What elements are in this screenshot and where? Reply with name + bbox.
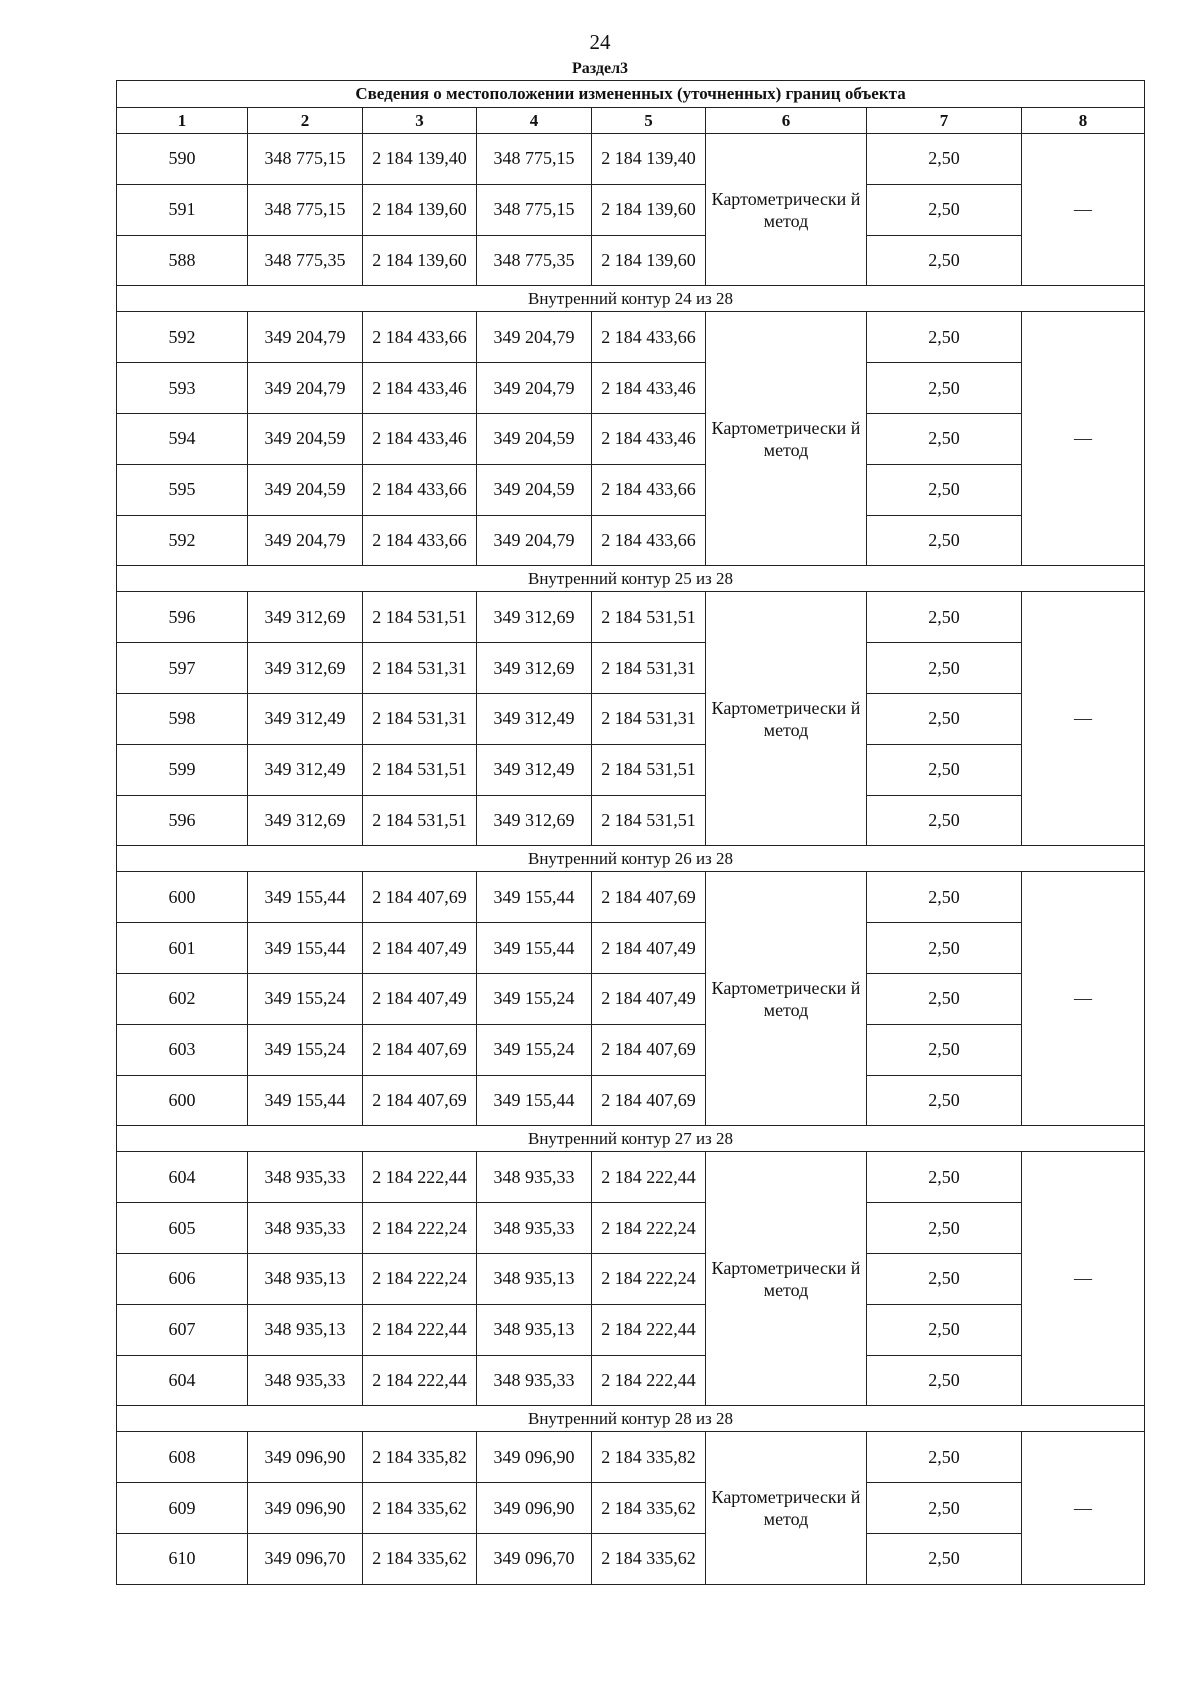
y-new-cell: 2 184 222,44 bbox=[592, 1304, 706, 1355]
contour-row bbox=[117, 846, 1145, 872]
y-old-cell: 2 184 531,31 bbox=[363, 693, 477, 744]
y-old-cell: 2 184 222,44 bbox=[363, 1355, 477, 1406]
y-old-cell: 2 184 222,44 bbox=[363, 1152, 477, 1203]
contour-row bbox=[117, 1406, 1145, 1432]
method-cell: Картометрически й метод bbox=[706, 1432, 867, 1584]
y-new-cell: 2 184 407,69 bbox=[592, 872, 706, 923]
y-new-cell: 2 184 139,60 bbox=[592, 184, 706, 235]
table-row bbox=[117, 1024, 1145, 1075]
precision-cell: 2,50 bbox=[867, 413, 1022, 464]
x-old-cell: 348 935,13 bbox=[248, 1304, 363, 1355]
precision-cell: 2,50 bbox=[867, 872, 1022, 923]
x-new-cell: 349 096,90 bbox=[477, 1483, 592, 1534]
x-new-cell: 348 935,33 bbox=[477, 1355, 592, 1406]
y-new-cell: 2 184 531,31 bbox=[592, 643, 706, 694]
x-new-cell: 349 155,44 bbox=[477, 923, 592, 974]
x-new-cell: 349 204,59 bbox=[477, 464, 592, 515]
x-old-cell: 349 312,49 bbox=[248, 744, 363, 795]
contour-row bbox=[117, 566, 1145, 592]
table-row bbox=[117, 973, 1145, 1024]
precision-cell: 2,50 bbox=[867, 1432, 1022, 1483]
table-row bbox=[117, 1253, 1145, 1304]
x-new-cell: 348 935,13 bbox=[477, 1304, 592, 1355]
column-number: 8 bbox=[1022, 108, 1145, 134]
table-row bbox=[117, 235, 1145, 286]
y-new-cell: 2 184 433,46 bbox=[592, 413, 706, 464]
x-old-cell: 348 935,33 bbox=[248, 1355, 363, 1406]
contour-label: Внутренний контур 25 из 28 bbox=[117, 566, 1145, 592]
x-new-cell: 349 312,69 bbox=[477, 795, 592, 846]
dash-cell: — bbox=[1022, 592, 1145, 846]
point-number-cell: 595 bbox=[117, 464, 248, 515]
contour-label: Внутренний контур 26 из 28 bbox=[117, 846, 1145, 872]
table-row bbox=[117, 1483, 1145, 1534]
method-cell: Картометрически й метод bbox=[706, 134, 867, 286]
y-old-cell: 2 184 407,69 bbox=[363, 1024, 477, 1075]
x-new-cell: 349 155,24 bbox=[477, 1024, 592, 1075]
y-new-cell: 2 184 407,69 bbox=[592, 1024, 706, 1075]
method-cell: Картометрически й метод bbox=[706, 1152, 867, 1406]
x-old-cell: 349 312,69 bbox=[248, 592, 363, 643]
table-row bbox=[117, 693, 1145, 744]
column-number: 5 bbox=[592, 108, 706, 134]
y-new-cell: 2 184 335,62 bbox=[592, 1533, 706, 1584]
table-row bbox=[117, 1203, 1145, 1254]
y-old-cell: 2 184 433,66 bbox=[363, 312, 477, 363]
x-new-cell: 349 204,79 bbox=[477, 515, 592, 566]
x-old-cell: 349 204,79 bbox=[248, 515, 363, 566]
precision-cell: 2,50 bbox=[867, 693, 1022, 744]
y-old-cell: 2 184 531,31 bbox=[363, 643, 477, 694]
precision-cell: 2,50 bbox=[867, 1253, 1022, 1304]
point-number-cell: 588 bbox=[117, 235, 248, 286]
y-old-cell: 2 184 222,24 bbox=[363, 1253, 477, 1304]
point-number-cell: 607 bbox=[117, 1304, 248, 1355]
point-number-cell: 592 bbox=[117, 312, 248, 363]
contour-label: Внутренний контур 27 из 28 bbox=[117, 1126, 1145, 1152]
y-new-cell: 2 184 433,66 bbox=[592, 464, 706, 515]
y-old-cell: 2 184 222,44 bbox=[363, 1304, 477, 1355]
x-old-cell: 349 312,69 bbox=[248, 795, 363, 846]
precision-cell: 2,50 bbox=[867, 1075, 1022, 1126]
y-old-cell: 2 184 433,66 bbox=[363, 464, 477, 515]
precision-cell: 2,50 bbox=[867, 363, 1022, 414]
precision-cell: 2,50 bbox=[867, 795, 1022, 846]
precision-cell: 2,50 bbox=[867, 1152, 1022, 1203]
precision-cell: 2,50 bbox=[867, 1024, 1022, 1075]
y-new-cell: 2 184 222,24 bbox=[592, 1253, 706, 1304]
x-new-cell: 349 204,79 bbox=[477, 363, 592, 414]
point-number-cell: 590 bbox=[117, 134, 248, 185]
x-old-cell: 348 775,35 bbox=[248, 235, 363, 286]
point-number-cell: 609 bbox=[117, 1483, 248, 1534]
y-new-cell: 2 184 335,62 bbox=[592, 1483, 706, 1534]
contour-row bbox=[117, 1126, 1145, 1152]
y-new-cell: 2 184 139,40 bbox=[592, 134, 706, 185]
x-new-cell: 348 775,15 bbox=[477, 134, 592, 185]
table-row bbox=[117, 515, 1145, 566]
point-number-cell: 600 bbox=[117, 872, 248, 923]
x-new-cell: 349 312,49 bbox=[477, 693, 592, 744]
point-number-cell: 600 bbox=[117, 1075, 248, 1126]
x-new-cell: 348 935,33 bbox=[477, 1203, 592, 1254]
point-number-cell: 610 bbox=[117, 1533, 248, 1584]
y-old-cell: 2 184 531,51 bbox=[363, 744, 477, 795]
x-new-cell: 348 775,35 bbox=[477, 235, 592, 286]
point-number-cell: 598 bbox=[117, 693, 248, 744]
column-number: 6 bbox=[706, 108, 867, 134]
dash-cell: — bbox=[1022, 312, 1145, 566]
precision-cell: 2,50 bbox=[867, 312, 1022, 363]
x-old-cell: 349 155,44 bbox=[248, 1075, 363, 1126]
table-row bbox=[117, 1432, 1145, 1483]
point-number-cell: 596 bbox=[117, 592, 248, 643]
y-new-cell: 2 184 335,82 bbox=[592, 1432, 706, 1483]
x-old-cell: 349 204,59 bbox=[248, 413, 363, 464]
precision-cell: 2,50 bbox=[867, 973, 1022, 1024]
precision-cell: 2,50 bbox=[867, 464, 1022, 515]
table-row bbox=[117, 923, 1145, 974]
table-row bbox=[117, 464, 1145, 515]
table-row bbox=[117, 1152, 1145, 1203]
precision-cell: 2,50 bbox=[867, 643, 1022, 694]
table-row bbox=[117, 592, 1145, 643]
x-new-cell: 349 204,59 bbox=[477, 413, 592, 464]
y-new-cell: 2 184 222,44 bbox=[592, 1355, 706, 1406]
x-new-cell: 349 096,70 bbox=[477, 1533, 592, 1584]
y-new-cell: 2 184 531,51 bbox=[592, 744, 706, 795]
x-old-cell: 348 775,15 bbox=[248, 184, 363, 235]
precision-cell: 2,50 bbox=[867, 1355, 1022, 1406]
contour-row bbox=[117, 286, 1145, 312]
y-old-cell: 2 184 139,60 bbox=[363, 235, 477, 286]
table-row bbox=[117, 363, 1145, 414]
y-new-cell: 2 184 433,46 bbox=[592, 363, 706, 414]
precision-cell: 2,50 bbox=[867, 235, 1022, 286]
y-new-cell: 2 184 531,51 bbox=[592, 795, 706, 846]
y-new-cell: 2 184 407,49 bbox=[592, 923, 706, 974]
table-row bbox=[117, 312, 1145, 363]
point-number-cell: 594 bbox=[117, 413, 248, 464]
table-row bbox=[117, 643, 1145, 694]
precision-cell: 2,50 bbox=[867, 592, 1022, 643]
table-row bbox=[117, 1533, 1145, 1584]
table-row bbox=[117, 1075, 1145, 1126]
y-old-cell: 2 184 433,66 bbox=[363, 515, 477, 566]
table-row bbox=[117, 1304, 1145, 1355]
y-old-cell: 2 184 407,69 bbox=[363, 872, 477, 923]
point-number-cell: 606 bbox=[117, 1253, 248, 1304]
column-number: 1 bbox=[117, 108, 248, 134]
dash-cell: — bbox=[1022, 1432, 1145, 1584]
x-old-cell: 349 204,79 bbox=[248, 312, 363, 363]
y-old-cell: 2 184 433,46 bbox=[363, 363, 477, 414]
y-new-cell: 2 184 531,31 bbox=[592, 693, 706, 744]
point-number-cell: 601 bbox=[117, 923, 248, 974]
precision-cell: 2,50 bbox=[867, 1203, 1022, 1254]
y-new-cell: 2 184 139,60 bbox=[592, 235, 706, 286]
y-old-cell: 2 184 222,24 bbox=[363, 1203, 477, 1254]
y-new-cell: 2 184 222,44 bbox=[592, 1152, 706, 1203]
point-number-cell: 604 bbox=[117, 1152, 248, 1203]
x-new-cell: 349 096,90 bbox=[477, 1432, 592, 1483]
x-old-cell: 349 096,90 bbox=[248, 1432, 363, 1483]
x-old-cell: 349 312,69 bbox=[248, 643, 363, 694]
table-row bbox=[117, 744, 1145, 795]
contour-label: Внутренний контур 28 из 28 bbox=[117, 1406, 1145, 1432]
x-new-cell: 348 935,13 bbox=[477, 1253, 592, 1304]
y-old-cell: 2 184 335,62 bbox=[363, 1533, 477, 1584]
x-new-cell: 348 775,15 bbox=[477, 184, 592, 235]
contour-label: Внутренний контур 24 из 28 bbox=[117, 286, 1145, 312]
x-old-cell: 349 155,44 bbox=[248, 923, 363, 974]
point-number-cell: 602 bbox=[117, 973, 248, 1024]
y-old-cell: 2 184 407,69 bbox=[363, 1075, 477, 1126]
y-old-cell: 2 184 139,40 bbox=[363, 134, 477, 185]
x-old-cell: 348 935,33 bbox=[248, 1203, 363, 1254]
precision-cell: 2,50 bbox=[867, 184, 1022, 235]
dash-cell: — bbox=[1022, 134, 1145, 286]
point-number-cell: 597 bbox=[117, 643, 248, 694]
point-number-cell: 592 bbox=[117, 515, 248, 566]
column-number: 2 bbox=[248, 108, 363, 134]
table-caption: Сведения о местоположении измененных (уточненных) границ объекта bbox=[117, 81, 1145, 108]
column-number: 7 bbox=[867, 108, 1022, 134]
x-old-cell: 349 204,79 bbox=[248, 363, 363, 414]
precision-cell: 2,50 bbox=[867, 1533, 1022, 1584]
column-number-row bbox=[117, 108, 1145, 134]
table-row bbox=[117, 413, 1145, 464]
coordinates-table bbox=[116, 80, 1145, 1585]
y-new-cell: 2 184 433,66 bbox=[592, 515, 706, 566]
table-row bbox=[117, 184, 1145, 235]
x-new-cell: 349 155,24 bbox=[477, 973, 592, 1024]
section-title: Раздел3 bbox=[571, 60, 629, 77]
x-old-cell: 349 155,44 bbox=[248, 872, 363, 923]
x-new-cell: 349 155,44 bbox=[477, 872, 592, 923]
table-row bbox=[117, 872, 1145, 923]
table-body bbox=[117, 134, 1145, 1585]
table-row bbox=[117, 134, 1145, 185]
point-number-cell: 603 bbox=[117, 1024, 248, 1075]
y-new-cell: 2 184 407,69 bbox=[592, 1075, 706, 1126]
y-old-cell: 2 184 139,60 bbox=[363, 184, 477, 235]
x-old-cell: 348 935,13 bbox=[248, 1253, 363, 1304]
y-new-cell: 2 184 433,66 bbox=[592, 312, 706, 363]
x-new-cell: 349 155,44 bbox=[477, 1075, 592, 1126]
point-number-cell: 604 bbox=[117, 1355, 248, 1406]
x-old-cell: 349 312,49 bbox=[248, 693, 363, 744]
point-number-cell: 591 bbox=[117, 184, 248, 235]
x-new-cell: 349 312,69 bbox=[477, 592, 592, 643]
precision-cell: 2,50 bbox=[867, 744, 1022, 795]
y-old-cell: 2 184 335,62 bbox=[363, 1483, 477, 1534]
precision-cell: 2,50 bbox=[867, 1304, 1022, 1355]
y-old-cell: 2 184 407,49 bbox=[363, 973, 477, 1024]
point-number-cell: 605 bbox=[117, 1203, 248, 1254]
point-number-cell: 599 bbox=[117, 744, 248, 795]
x-new-cell: 349 312,49 bbox=[477, 744, 592, 795]
y-old-cell: 2 184 531,51 bbox=[363, 795, 477, 846]
table-row bbox=[117, 795, 1145, 846]
y-old-cell: 2 184 531,51 bbox=[363, 592, 477, 643]
x-old-cell: 349 096,90 bbox=[248, 1483, 363, 1534]
x-old-cell: 349 155,24 bbox=[248, 1024, 363, 1075]
y-new-cell: 2 184 222,24 bbox=[592, 1203, 706, 1254]
x-old-cell: 349 155,24 bbox=[248, 973, 363, 1024]
x-new-cell: 349 204,79 bbox=[477, 312, 592, 363]
y-old-cell: 2 184 433,46 bbox=[363, 413, 477, 464]
dash-cell: — bbox=[1022, 1152, 1145, 1406]
page-number: 24 bbox=[589, 30, 611, 54]
column-number: 3 bbox=[363, 108, 477, 134]
y-new-cell: 2 184 531,51 bbox=[592, 592, 706, 643]
point-number-cell: 596 bbox=[117, 795, 248, 846]
precision-cell: 2,50 bbox=[867, 923, 1022, 974]
x-new-cell: 348 935,33 bbox=[477, 1152, 592, 1203]
y-old-cell: 2 184 407,49 bbox=[363, 923, 477, 974]
method-cell: Картометрически й метод bbox=[706, 872, 867, 1126]
precision-cell: 2,50 bbox=[867, 1483, 1022, 1534]
y-old-cell: 2 184 335,82 bbox=[363, 1432, 477, 1483]
y-new-cell: 2 184 407,49 bbox=[592, 973, 706, 1024]
point-number-cell: 593 bbox=[117, 363, 248, 414]
dash-cell: — bbox=[1022, 872, 1145, 1126]
x-new-cell: 349 312,69 bbox=[477, 643, 592, 694]
x-old-cell: 349 204,59 bbox=[248, 464, 363, 515]
method-cell: Картометрически й метод bbox=[706, 312, 867, 566]
point-number-cell: 608 bbox=[117, 1432, 248, 1483]
precision-cell: 2,50 bbox=[867, 134, 1022, 185]
x-old-cell: 348 775,15 bbox=[248, 134, 363, 185]
x-old-cell: 348 935,33 bbox=[248, 1152, 363, 1203]
x-old-cell: 349 096,70 bbox=[248, 1533, 363, 1584]
column-number: 4 bbox=[477, 108, 592, 134]
method-cell: Картометрически й метод bbox=[706, 592, 867, 846]
table-row bbox=[117, 1355, 1145, 1406]
precision-cell: 2,50 bbox=[867, 515, 1022, 566]
